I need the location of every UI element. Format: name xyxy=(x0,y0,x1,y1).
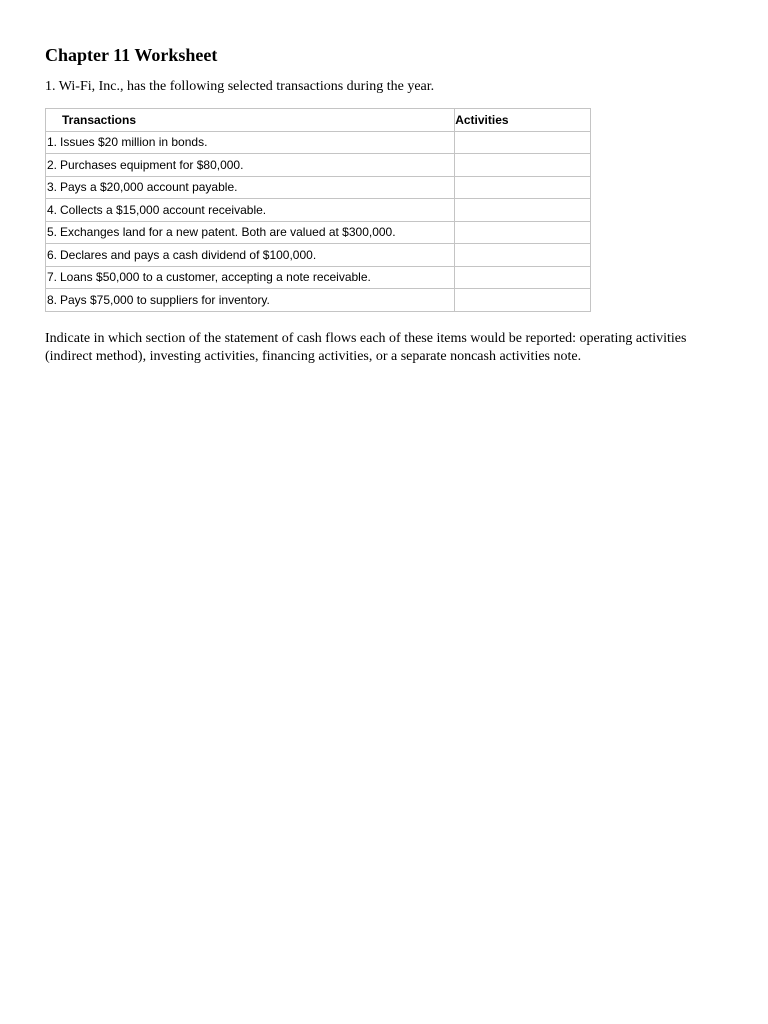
row-number: 3. xyxy=(46,176,60,199)
row-number: 1. xyxy=(46,131,60,154)
table-body xyxy=(46,131,591,311)
row-number: 7. xyxy=(46,266,60,289)
transaction-cell: Loans $50,000 to a customer, accepting a note receivable. xyxy=(60,266,455,289)
table-row xyxy=(46,131,591,154)
transaction-cell: Collects a $15,000 account receivable. xyxy=(60,199,455,222)
header-number-cell xyxy=(46,109,60,132)
activity-cell[interactable] xyxy=(455,199,591,222)
table-row xyxy=(46,289,591,312)
table-row xyxy=(46,221,591,244)
activity-cell[interactable] xyxy=(455,154,591,177)
activity-cell[interactable] xyxy=(455,244,591,267)
table-row xyxy=(46,154,591,177)
instructions-text: Indicate in which section of the statement of cash flows each of these items would be reported: operating activities (indirect method), investing activities, financing activities, or a separate noncash activities note. xyxy=(45,331,687,364)
transaction-cell: Exchanges land for a new patent. Both are valued at $300,000. xyxy=(60,221,455,244)
intro-text: 1. Wi-Fi, Inc., has the following selected transactions during the year. xyxy=(45,79,435,94)
activity-cell[interactable] xyxy=(455,131,591,154)
activity-cell[interactable] xyxy=(455,176,591,199)
table-header-row xyxy=(46,109,591,132)
table-row xyxy=(46,244,591,267)
page-title: Chapter 11 Worksheet xyxy=(45,45,218,65)
table-row xyxy=(46,199,591,222)
row-number: 8. xyxy=(46,289,60,312)
table-row xyxy=(46,176,591,199)
transaction-cell: Issues $20 million in bonds. xyxy=(60,131,455,154)
header-transactions: Transactions xyxy=(60,109,455,132)
row-number: 6. xyxy=(46,244,60,267)
activity-cell[interactable] xyxy=(455,289,591,312)
transactions-table xyxy=(45,108,591,312)
table-row xyxy=(46,266,591,289)
transaction-cell: Declares and pays a cash dividend of $100,000. xyxy=(60,244,455,267)
transaction-cell: Pays $75,000 to suppliers for inventory. xyxy=(60,289,455,312)
transaction-cell: Purchases equipment for $80,000. xyxy=(60,154,455,177)
row-number: 5. xyxy=(46,221,60,244)
activity-cell[interactable] xyxy=(455,266,591,289)
transaction-cell: Pays a $20,000 account payable. xyxy=(60,176,455,199)
row-number: 4. xyxy=(46,199,60,222)
activity-cell[interactable] xyxy=(455,221,591,244)
header-activities: Activities xyxy=(455,109,591,132)
row-number: 2. xyxy=(46,154,60,177)
